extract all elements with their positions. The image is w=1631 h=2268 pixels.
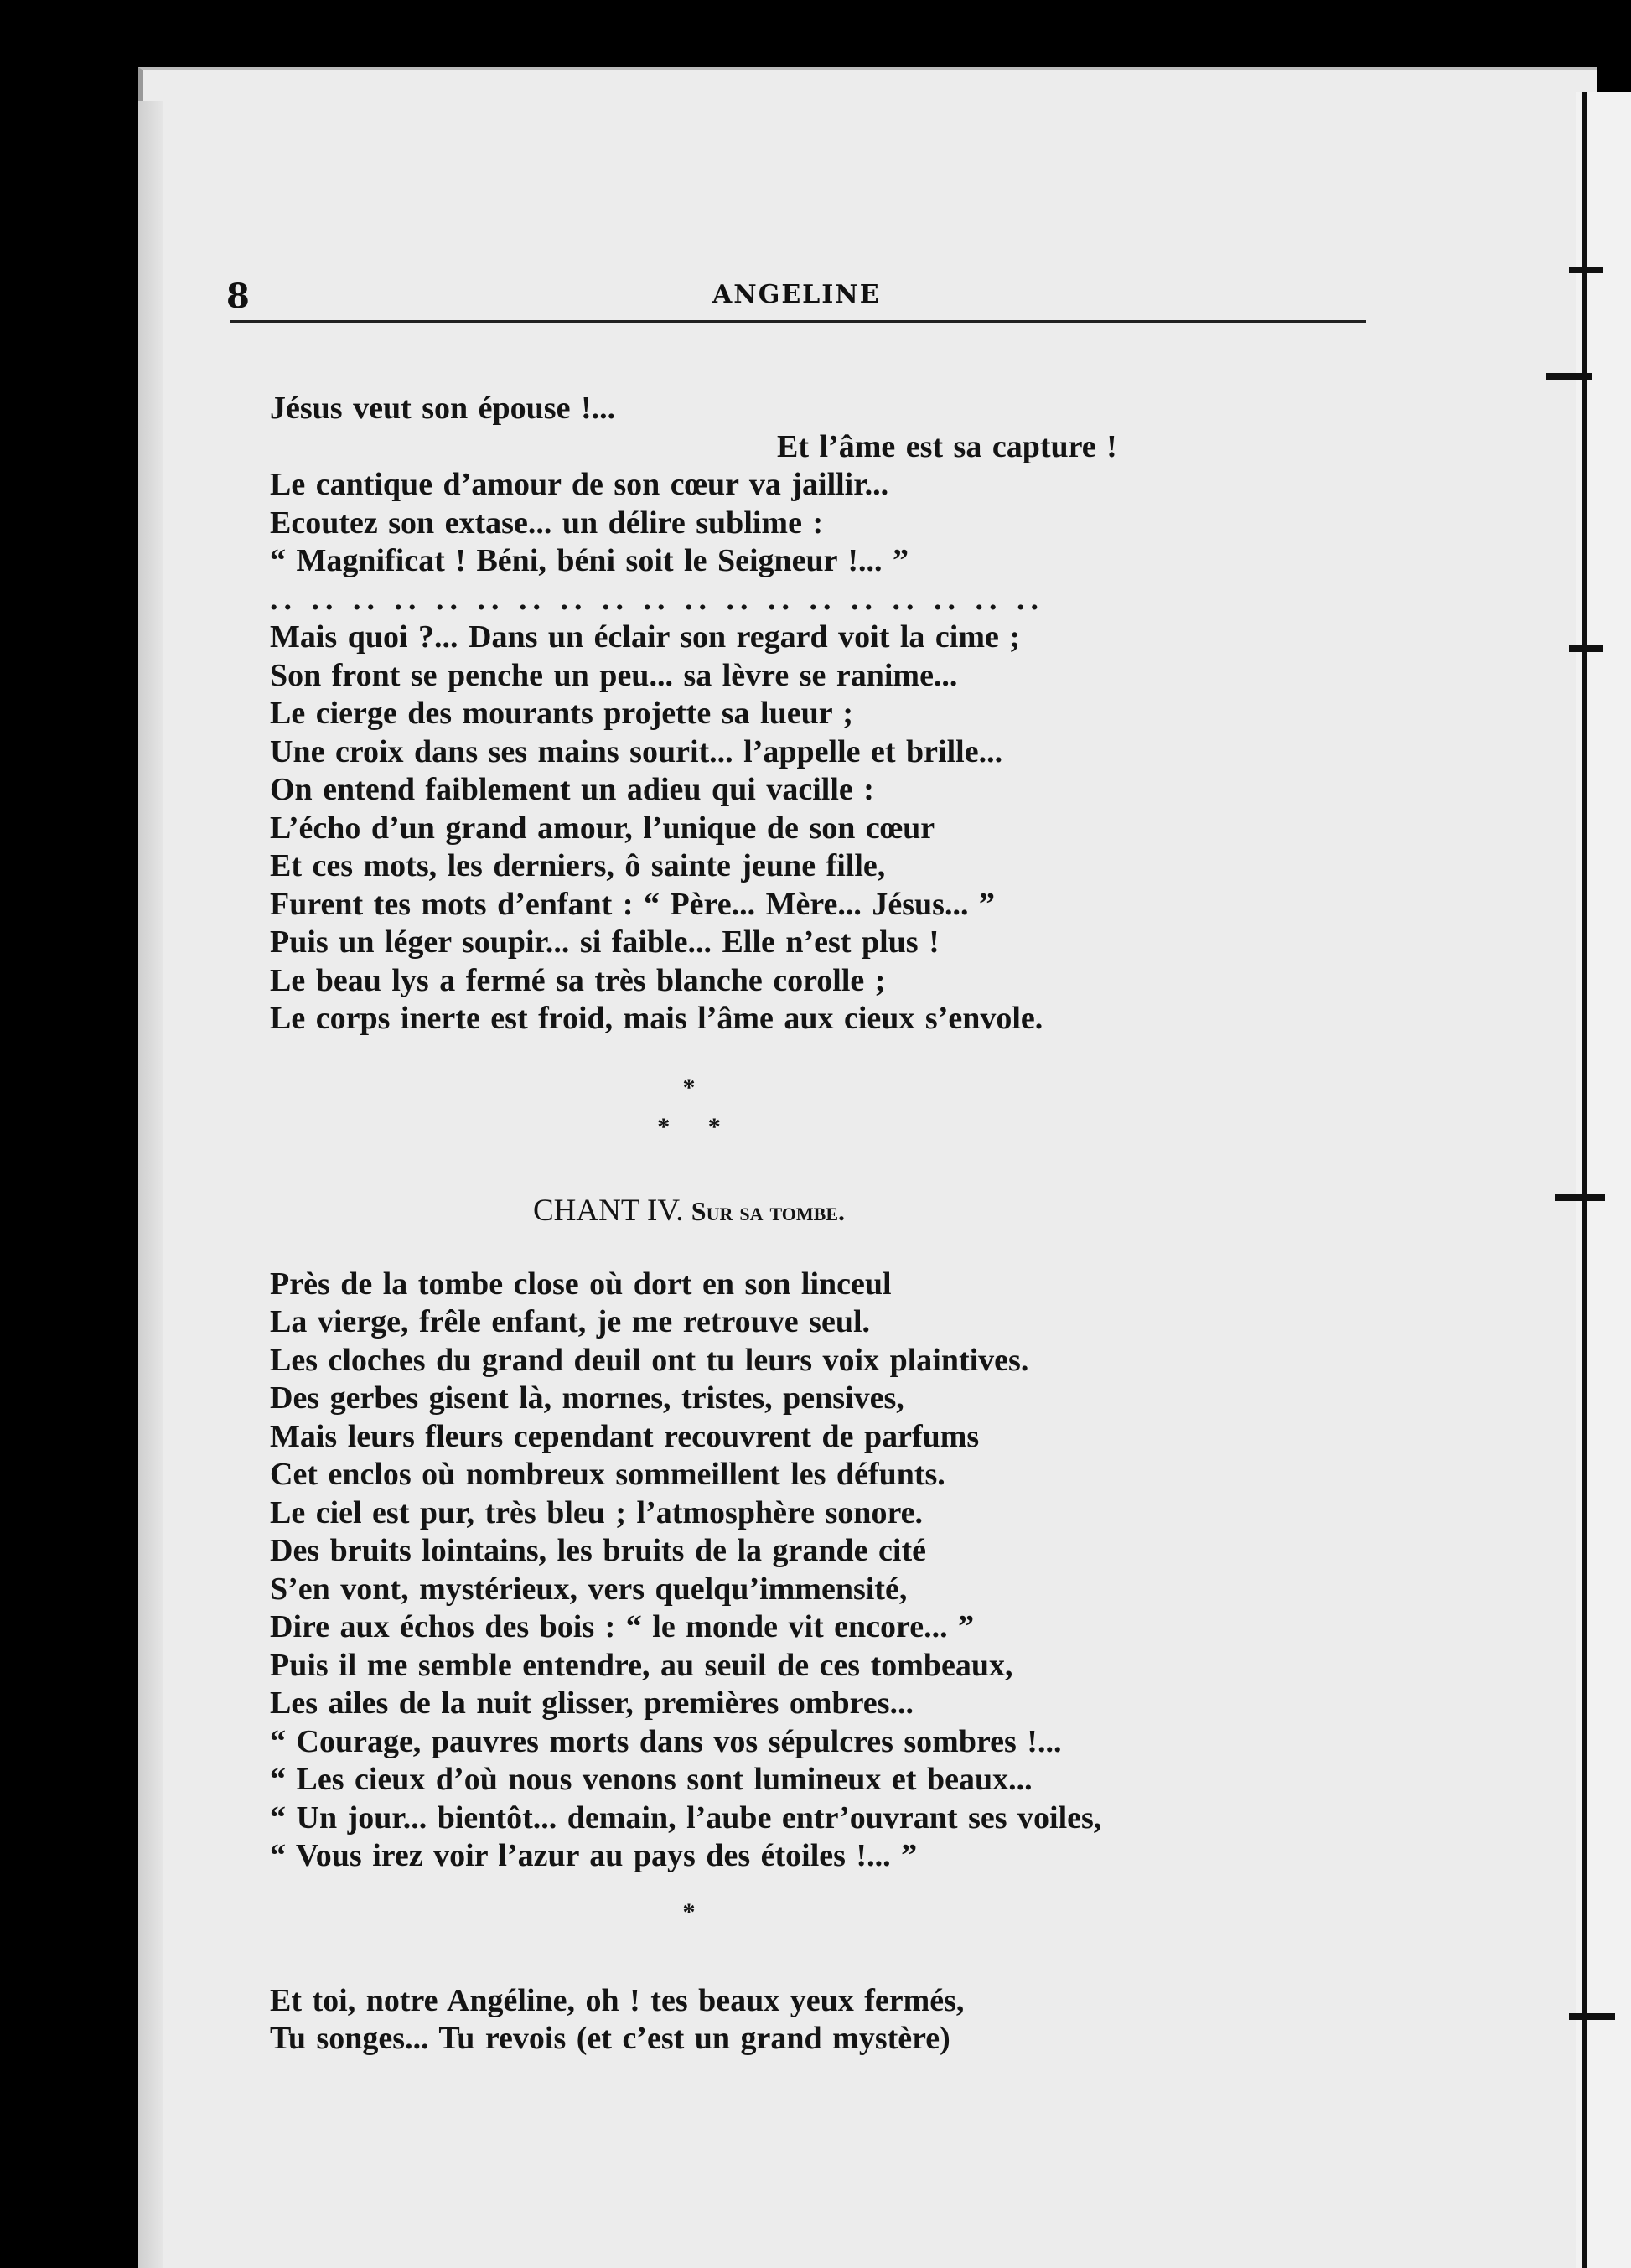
dotted-line: .. .. .. .. .. .. .. .. .. .. .. .. .. .. .. .. .. .. ..	[270, 581, 1044, 617]
chant-heading	[270, 1190, 1108, 1232]
verse-line: S’en vont, mystérieux, vers quelqu’immensité,	[270, 1571, 908, 1607]
asterism-bottom: * *	[657, 1112, 721, 1141]
page-gutter-shadow	[138, 101, 163, 2268]
verse-line: Son front se penche un peu... sa lèvre se ranime...	[270, 657, 958, 693]
verse-line: Cet enclos où nombreux sommeillent les défunts.	[270, 1457, 945, 1492]
header-rule	[230, 320, 1366, 323]
verse-line: “ Un jour... bientôt... demain, l’aube entr’ouvrant ses voiles,	[270, 1799, 1102, 1836]
verse-line: Et ces mots, les derniers, ô sainte jeune fille,	[270, 848, 886, 883]
verse-line: Puis un léger soupir... si faible... Elle n’est plus !	[270, 924, 940, 960]
running-title: ANGELINE	[712, 280, 881, 309]
verse-line: Une croix dans ses mains sourit... l’appelle et brille...	[270, 733, 1003, 769]
asterism-top: *	[682, 1073, 696, 1101]
verse-line: “ Magnificat ! Béni, béni soit le Seigneur !... ”	[270, 543, 909, 578]
binding-mark	[1569, 267, 1603, 273]
verse-line: Furent tes mots d’enfant : “ Père... Mère... Jésus... ”	[270, 886, 995, 922]
verse-line: Les ailes de la nuit glisser, premières ombres...	[270, 1685, 914, 1721]
separator-star: *	[682, 1898, 696, 1926]
verse-line: Près de la tombe close où dort en son linceul	[270, 1266, 892, 1302]
verse-line: Mais leurs fleurs cependant recouvrent de parfums	[270, 1418, 980, 1454]
page-number: 8	[226, 277, 250, 316]
chant-subtitle: Sur sa tombe.	[691, 1195, 845, 1226]
verse-line: L’écho d’un grand amour, l’unique de son cœur	[270, 810, 935, 846]
verse-line: “ Vous irez voir l’azur au pays des étoiles !... ”	[270, 1838, 918, 1873]
verse-line: “ Courage, pauvres morts dans vos sépulcres sombres !...	[270, 1723, 1062, 1759]
verse-line: Le cantique d’amour de son cœur va jaillir...	[270, 467, 889, 502]
verse-line: Tu songes... Tu revois (et c’est un grand mystère)	[270, 2021, 950, 2056]
binding-mark	[1569, 645, 1603, 652]
verse-line: Le beau lys a fermé sa très blanche corolle ;	[270, 962, 886, 998]
verse-line: Ecoutez son extase... un délire sublime :	[270, 505, 824, 541]
verse-line: La vierge, frêle enfant, je me retrouve seul.	[270, 1304, 871, 1339]
verse-line: Le cierge des mourants projette sa lueur ;	[270, 696, 854, 731]
verse-line: Des gerbes gisent là, mornes, tristes, pensives,	[270, 1380, 904, 1416]
verse-line: Mais quoi ?... Dans un éclair son regard voit la cime ;	[270, 619, 1021, 655]
verse-line: Des bruits lointains, les bruits de la grande cité	[270, 1533, 926, 1568]
binding-mark	[1569, 2013, 1615, 2020]
chant-number: CHANT IV.	[533, 1193, 684, 1228]
verse-line: Le corps inerte est froid, mais l’âme aux cieux s’envole.	[270, 1001, 1043, 1036]
verse-line: Le ciel est pur, très bleu ; l’atmosphère sonore.	[270, 1494, 923, 1530]
binding-mark	[1555, 1194, 1605, 1201]
binding-rule	[1582, 92, 1587, 2268]
verse-line: Et toi, notre Angéline, oh ! tes beaux yeux fermés,	[270, 1982, 965, 2018]
verse-line: Puis il me semble entendre, au seuil de ces tombeaux,	[270, 1647, 1013, 1683]
poem-body	[270, 390, 1393, 2058]
verse-line: Les cloches du grand deuil ont tu leurs voix plaintives.	[270, 1342, 1029, 1378]
verse-line: Jésus veut son épouse !...	[270, 391, 616, 426]
verse-line: “ Les cieux d’où nous venons sont lumineux et beaux...	[270, 1762, 1033, 1797]
verse-line: Et l’âme est sa capture !	[777, 428, 1117, 464]
binding-mark	[1546, 373, 1592, 380]
verse-line: On entend faiblement un adieu qui vacille :	[270, 772, 874, 807]
verse-line: Dire aux échos des bois : “ le monde vit encore... ”	[270, 1609, 975, 1644]
